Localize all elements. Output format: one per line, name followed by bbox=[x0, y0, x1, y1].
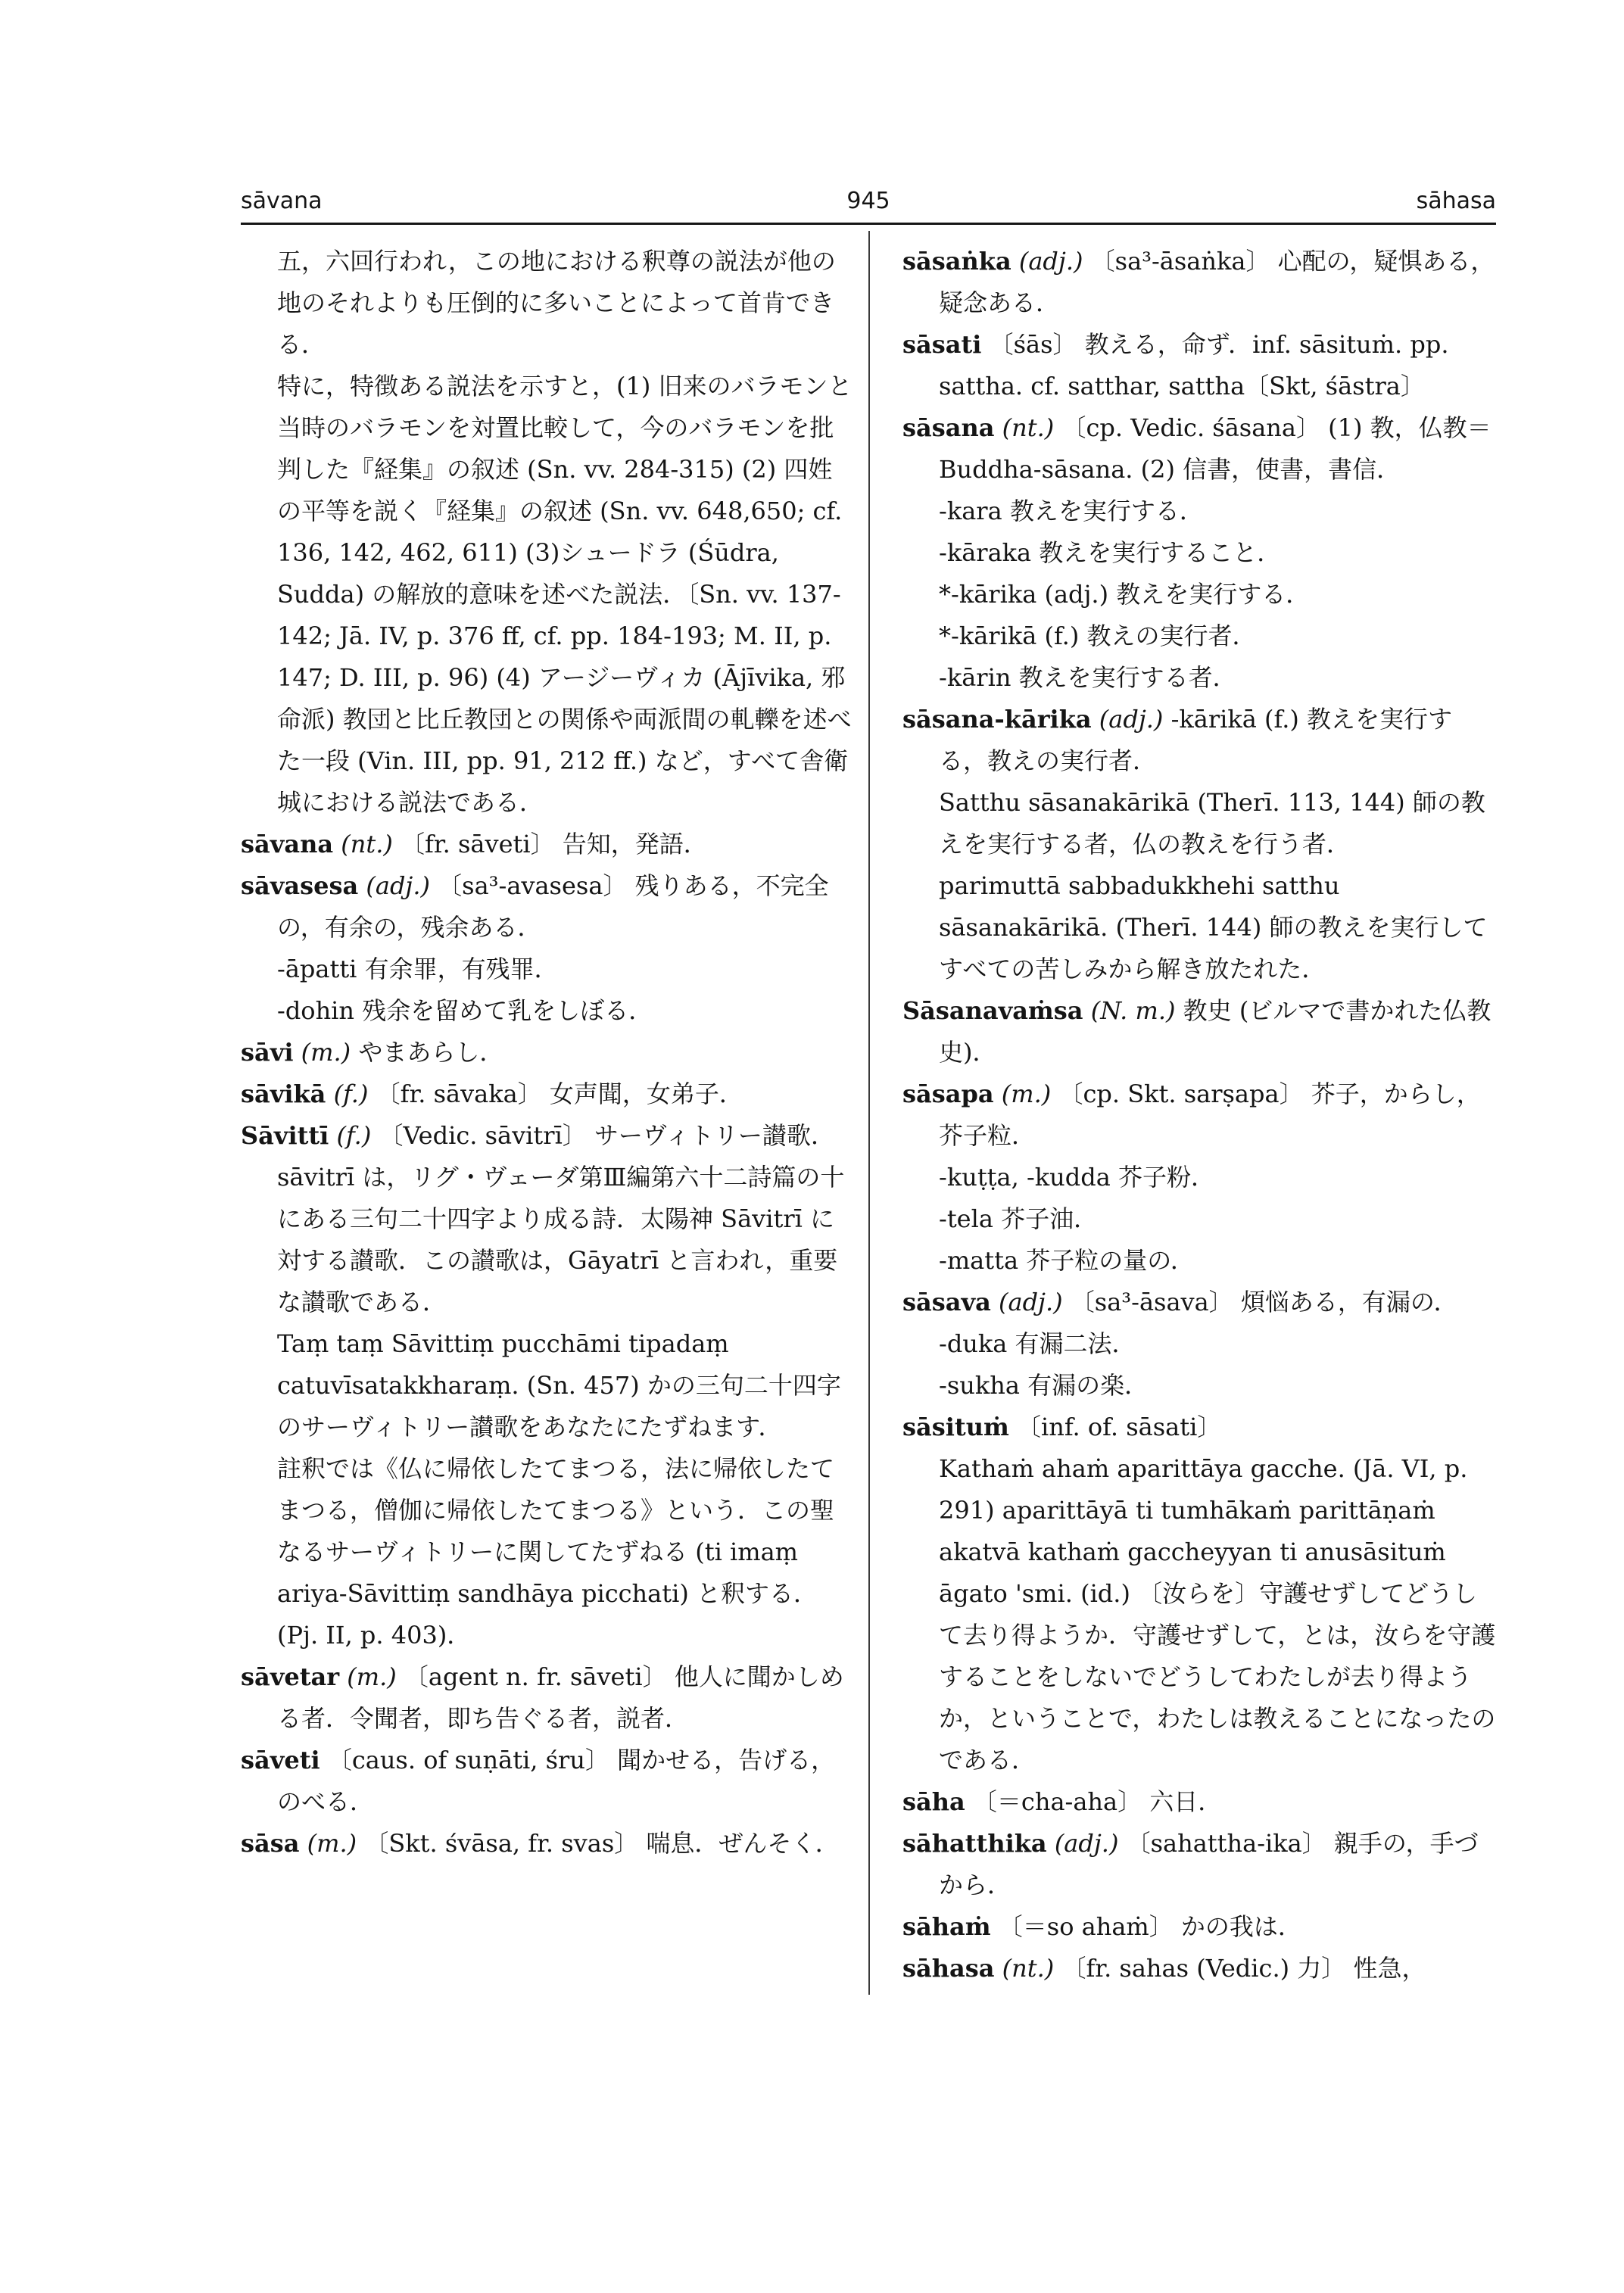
dictionary-entry bbox=[241, 865, 853, 949]
entry-definition: 〔sa³-avasesa〕 残りある，不完全の，有余の，残余ある． bbox=[277, 871, 829, 942]
dictionary-entry bbox=[902, 241, 1496, 324]
entry-headword: sāvikā bbox=[241, 1080, 326, 1108]
entry-definition: 〔Skt. śvāsa, fr. svas〕 喘息．ぜんそく． bbox=[364, 1829, 840, 1858]
entry-continuation: Kathaṁ ahaṁ aparittāya gacche. (Jā. VI, p. 291) aparittāyā ti tumhākaṁ parittāṇaṁ akatvā kathaṁ gaccheyyan ti anusāsituṁ āgato 'smi. (id.) 〔汝らを〕守護せずしてどうして去り得ようか．守護せずして，とは，汝らを守護することをしないでどうしてわたしが去り得ようか，ということで，わたしは教えることになったのである． bbox=[939, 1454, 1496, 1774]
subentry: *-kārika (adj.) 教えを実行する． bbox=[939, 580, 1311, 609]
entry-definition: 〔fr. sāvaka〕 女声聞，女弟子． bbox=[376, 1080, 743, 1108]
subentry: -tela 芥子油． bbox=[939, 1204, 1099, 1233]
dictionary-entry bbox=[902, 1823, 1496, 1906]
entry-headword: sāsana-kārika bbox=[902, 705, 1092, 734]
entry-headword: sāvasesa bbox=[241, 871, 359, 900]
entry-definition: やまあらし． bbox=[358, 1038, 504, 1067]
dictionary-entry bbox=[902, 324, 1496, 407]
entry-grammar: (nt.) bbox=[341, 830, 393, 858]
entry-headword: sāsituṁ bbox=[902, 1413, 1009, 1441]
entry-definition: 〔sa³-āsaṅka〕 心配の，疑惧ある，疑念ある． bbox=[939, 247, 1495, 317]
entry-definition: 〔Vedic. sāvitrī〕 サーヴィトリー讃歌．sāvitrī は，リグ・ヴェーダ第Ⅲ編第六十二詩篇の十にある三句二十四字より成る詩．太陽神 Sāvitrī に対する讃歌．この讃歌は，Gāyatrī と言われ，重要な讃歌である． bbox=[277, 1121, 845, 1316]
entry-definition: 〔caus. of suṇāti, śru〕 聞かせる，告げる，のべる． bbox=[277, 1746, 836, 1816]
entry-definition: 〔śās〕 教える，命ず．inf. sāsituṁ. pp. sattha. cf. satthar, sattha〔Skt, śāstra〕 bbox=[939, 330, 1449, 400]
subentry: -kara 教えを実行する． bbox=[939, 497, 1204, 525]
dictionary-entry bbox=[241, 1073, 853, 1115]
dictionary-entry bbox=[241, 1032, 853, 1073]
dictionary-entry bbox=[902, 1407, 1496, 1448]
entry-definition: 〔cp. Skt. sarṣapa〕 芥子，からし，芥子粒． bbox=[939, 1080, 1481, 1150]
subentry: -āpatti 有余罪，有残罪． bbox=[277, 955, 559, 983]
entry-grammar: (N. m.) bbox=[1090, 996, 1176, 1025]
entry-definition: 〔fr. sāveti〕 告知，発語． bbox=[401, 830, 708, 858]
entry-grammar: (adj.) bbox=[999, 1288, 1063, 1316]
entry-continuation: Taṃ taṃ Sāvittiṃ pucchāmi tipadaṃ catuvīsatakkharaṃ. (Sn. 457) かの三句二十四字のサーヴィトリー讃歌をあなたにたずねます． bbox=[277, 1329, 841, 1441]
dictionary-entry bbox=[902, 1781, 1496, 1823]
entry-grammar: (m.) bbox=[307, 1829, 357, 1858]
column-divider bbox=[868, 231, 870, 1995]
left-column bbox=[241, 241, 853, 1865]
subentry: -matta 芥子粒の量の． bbox=[939, 1246, 1195, 1275]
entry-grammar: (adj.) bbox=[1018, 247, 1083, 276]
subentry: *-kārikā (f.) 教えの実行者． bbox=[939, 622, 1257, 650]
header-right-guideword: sāhasa bbox=[1416, 188, 1496, 214]
entry-definition: 〔agent n. fr. sāveti〕 他人に聞かしめる者．令聞者，即ち告ぐる者，説者． bbox=[277, 1662, 844, 1733]
entry-headword: Sāsanavaṁsa bbox=[902, 996, 1083, 1025]
dictionary-entry bbox=[902, 407, 1496, 491]
subentry: -duka 有漏二法． bbox=[939, 1329, 1136, 1358]
entry-definition: 〔cp. Vedic. śāsana〕 (1) 教，仏教＝Buddha-sāsana. (2) 信書，使書，書信． bbox=[939, 413, 1492, 484]
dictionary-entry bbox=[241, 1740, 853, 1823]
entry-grammar: (f.) bbox=[333, 1080, 369, 1108]
entry-continuation: 註釈では《仏に帰依したてまつる，法に帰依したてまつる，僧伽に帰依したてまつる》という．この聖なるサーヴィトリーに関してたずねる (ti imaṃ ariya-Sāvittiṃ sandhāya picchati) と釈する．(Pj. II, p. 403)． bbox=[277, 1454, 835, 1650]
entry-headword: sāhasa bbox=[902, 1954, 995, 1983]
page-number: 945 bbox=[846, 188, 890, 214]
entry-headword: sāvetar bbox=[241, 1662, 340, 1691]
entry-headword: Sāvittī bbox=[241, 1121, 329, 1150]
right-column bbox=[902, 241, 1496, 1989]
entry-grammar: (m.) bbox=[1001, 1080, 1052, 1108]
subentry: -kuṭṭa, -kudda 芥子粉． bbox=[939, 1163, 1215, 1192]
entry-continuation: parimuttā sabbadukkhehi satthu sāsanakārikā. (Therī. 144) 師の教えを実行してすべての苦しみから解き放たれた． bbox=[939, 871, 1488, 983]
entry-continuation: 特に，特徴ある説法を示すと，(1) 旧来のバラモンと当時のバラモンを対置比較して，今のバラモンを批判した『経集』の叙述 (Sn. vv. 284-315) (2) 四姓の平等を説く『経集』の叙述 (Sn. vv. 648,650; cf. 136, 142, 462, 611) (3)シュードラ (Śūdra, Sudda) の解放的意味を述べた説法．〔Sn. vv. 137-142; Jā. IV, p. 376 ff, cf. pp. 184-193; M. II, p. 147; D. III, p. 96) (4) アージーヴィカ (Ājīvika, 邪命派) 教団と比丘教団との関係や両派間の軋轢を述べた一段 (Vin. III, pp. 91, 212 ff.) など，すべて舎衛城における説法である． bbox=[277, 372, 853, 817]
entry-continuation: 五，六回行われ，この地における釈尊の説法が他の地のそれよりも圧倒的に多いことによって首肯できる． bbox=[277, 247, 836, 359]
entry-grammar: (m.) bbox=[347, 1662, 397, 1691]
entry-headword: sāsana bbox=[902, 413, 995, 442]
entry-grammar: (adj.) bbox=[1054, 1829, 1119, 1858]
dictionary-entry bbox=[902, 990, 1496, 1073]
entry-headword: sāsaṅka bbox=[902, 247, 1011, 276]
entry-definition: 〔sa³-āsava〕 煩悩ある，有漏の． bbox=[1070, 1288, 1458, 1316]
entry-headword: sāhatthika bbox=[902, 1829, 1047, 1858]
dictionary-entry bbox=[902, 1282, 1496, 1323]
entry-definition: -kārikā (f.) 教えを実行する，教えの実行者． bbox=[939, 705, 1453, 775]
dictionary-entry bbox=[241, 1115, 853, 1323]
header-left-guideword: sāvana bbox=[241, 188, 323, 214]
entry-grammar: (m.) bbox=[301, 1038, 351, 1067]
dictionary-entry bbox=[902, 1948, 1496, 1989]
dictionary-entry bbox=[241, 1656, 853, 1740]
entry-definition: 〔＝cha-aha〕 六日． bbox=[972, 1787, 1223, 1816]
entry-definition: 〔inf. of. sāsati〕 bbox=[1017, 1413, 1222, 1441]
entry-definition: 〔fr. sahas (Vedic.) 力〕 性急， bbox=[1061, 1954, 1426, 1983]
entry-headword: sāsati bbox=[902, 330, 982, 359]
entry-headword: sāsapa bbox=[902, 1080, 994, 1108]
entry-grammar: (f.) bbox=[336, 1121, 372, 1150]
entry-headword: sāsa bbox=[241, 1829, 300, 1858]
entry-definition: 〔sahattha-ika〕 親手の，手づから． bbox=[939, 1829, 1479, 1899]
entry-headword: sāhaṁ bbox=[902, 1912, 991, 1941]
entry-grammar: (nt.) bbox=[1002, 1954, 1055, 1983]
entry-definition: 〔＝so ahaṁ〕 かの我は． bbox=[998, 1912, 1302, 1941]
dictionary-entry bbox=[241, 824, 853, 865]
entry-grammar: (nt.) bbox=[1002, 413, 1055, 442]
entry-grammar: (adj.) bbox=[366, 871, 430, 900]
subentry: -kāraka 教えを実行すること． bbox=[939, 538, 1282, 567]
dictionary-entry bbox=[241, 1823, 853, 1865]
entry-headword: sāvi bbox=[241, 1038, 294, 1067]
dictionary-entry bbox=[902, 699, 1496, 782]
entry-headword: sāveti bbox=[241, 1746, 320, 1774]
running-header bbox=[241, 188, 1496, 226]
dictionary-entry bbox=[902, 1906, 1496, 1948]
entry-headword: sāsava bbox=[902, 1288, 991, 1316]
entry-headword: sāvana bbox=[241, 830, 334, 858]
header-rule bbox=[241, 223, 1496, 225]
dictionary-entry bbox=[902, 1073, 1496, 1157]
entry-headword: sāha bbox=[902, 1787, 965, 1816]
subentry: -dohin 残余を留めて乳をしぼる． bbox=[277, 996, 653, 1025]
subentry: -kārin 教えを実行する者． bbox=[939, 663, 1237, 692]
entry-grammar: (adj.) bbox=[1099, 705, 1164, 734]
entry-continuation: Satthu sāsanakārikā (Therī. 113, 144) 師の教えを実行する者，仏の教えを行う者． bbox=[939, 788, 1485, 858]
subentry: -sukha 有漏の楽． bbox=[939, 1371, 1149, 1400]
entry-definition: 教史 (ビルマで書かれた仏教史)． bbox=[939, 996, 1492, 1067]
